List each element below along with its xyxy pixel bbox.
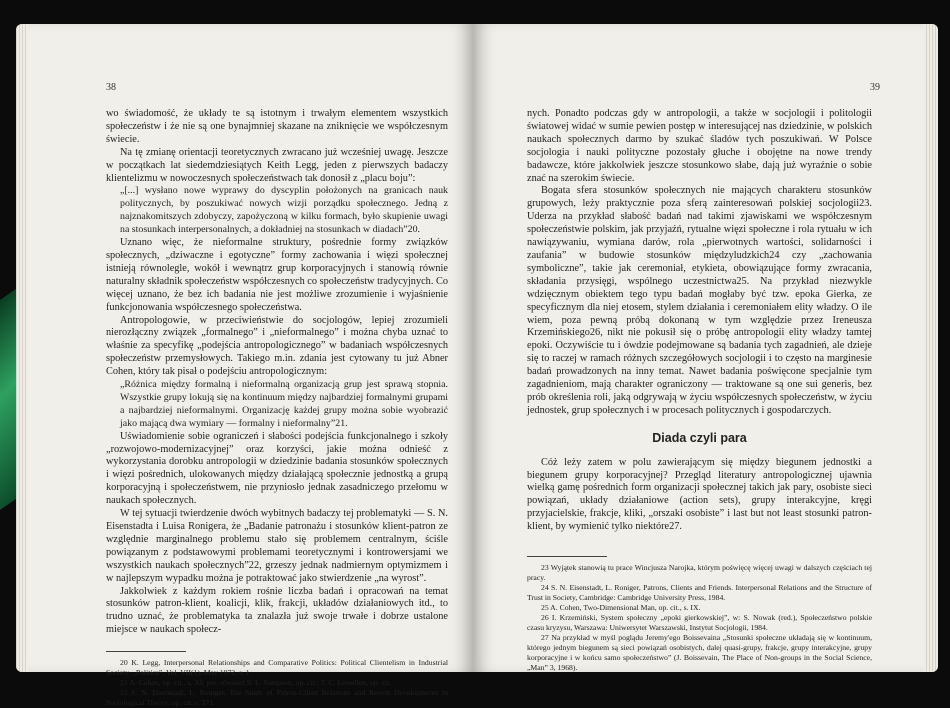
section-heading: Diada czyli para: [652, 430, 747, 445]
footnote: 24 S. N. Eisenstadt, L. Roniger, Patrons, Clients and Friends. Interpersonal Relations and the Structure of Trust in Society, Cambridge: Cambridge University Press, 1984.: [527, 583, 872, 603]
left-page-number: 38: [106, 82, 116, 93]
left-page: [16, 24, 473, 708]
paragraph: Na tę zmianę orientacji teoretycznych zwracano już wcześniej uwagę. Jeszcze w początkach lat siedemdziesiątych Keith Legg, jeden z pierwszych badaczy klientelizmu w nowoczesnych społeczeństwach tak donosił z „placu boju”:: [106, 146, 448, 184]
right-page-text: [527, 108, 872, 673]
paragraph: Antropologowie, w przeciwieństwie do socjologów, lepiej zrozumieli nierozłączny związek „formalnego” i „nieformalnego” i można chyba uznać to właśnie za specyfikę „podejścia antropologicznego” w badaniach współczesnych społeczeństw przemysłowych. Takiego m.in. zdania jest cytowany tu już Abner Cohen, który tak pisał o podejściu antropologicznym:: [106, 314, 448, 378]
footnote: 27 Na przykład w myśl poglądu Jeremy'ego Boissevaina „Stosunki społeczne układają się w kontinuum, którego jednym biegunem są sieci powiązań osobistych, dalej quasi-grupy, frakcje, grupy interakcyjne, grupy korporacyjne i w końcu samo społeczeństwo” (J. Boissevain, The Place of Non-groups in the Social Science, „Man” 3, 1968).: [527, 633, 872, 673]
left-page-text: [106, 108, 448, 708]
paragraph: wo świadomość, że układy te są istotnym i trwałym elementem wszystkich społeczeństw i że nie są one bynajmniej skazane na zniknięcie we współczesnym świecie.: [106, 108, 448, 145]
paragraph: nych. Ponadto podczas gdy w antropologii, a także w socjologii i politologii światowej widać w sumie pewien postęp w interesującej nas dziedzinie, w polskich naukach społecznych darmo by szukać śladów tych poszukiwań. W Polsce socjologia i nauki polityczne pozostały głuche i obojętne na nowe trendy badawcze, które jakkolwiek jeszcze stosunkowo słabe, dają już wyraźnie o sobie znać na szerokim świecie.: [527, 108, 872, 184]
footnote: 25 A. Cohen, Two-Dimensional Man, op. cit., s. IX.: [541, 603, 701, 613]
paragraph: Jakkolwiek z każdym rokiem rośnie liczba badań i opracowań na temat stosunków patron-klient, koalicji, klik, frakcji, układów działaniowych itd., to trudno uznać, że problematyka ta znalazła już swoje trwałe i dobrze ustalone miejsce w naukach społecz-: [106, 585, 448, 636]
paragraph: Uznano więc, że nieformalne struktury, pośrednie formy związków społecznych, „dziwaczne i egotyczne” formy zachowania i więzi społecznej istnieją równolegle, wokół i wewnątrz grup korporacyjnych i stanowią równie naturalny składnik społeczeństw współczesnych co społeczeństw tradycyjnych. Co więcej uznano, że bez ich badania nie jest możliwe zrozumienie i wyjaśnienie funkcjonowania współczesnego społeczeństwa.: [106, 237, 448, 313]
footnote: 26 I. Krzemiński, System społeczny „epoki gierkowskiej”, w: S. Nowak (red.), Społeczeństwo polskie czasu kryzysu, Warszawa: Uniwersytet Warszawski, Instytut Socjologii, 1984.: [527, 613, 872, 633]
page-edges-left: [16, 24, 28, 672]
footnote: 23 Wyjątek stanowią tu prace Wincjusza Narojka, którym poświęcę więcej uwagi w dalszych częściach tej pracy.: [527, 563, 872, 583]
paragraph: Cóż leży zatem w polu zawierającym się między biegunem jednostki a biegunem grupy korporacyjnej? Przegląd literatury antropologicznej ujawnia wielką gamę pośrednich form organizacji społecznej takich jak pary, osobiste sieci powiązań, układy działaniowe (action sets), grupy interakcyjne, kręgi przyjacielskie, frakcje, kliki, „orszaki osobiste” i last but not least stosunki patron-klient, by wymienić tylko niektóre27.: [527, 456, 872, 533]
paragraph: Bogata sfera stosunków społecznych nie mających charakteru stosunków grupowych, leży praktycznie poza sferą zainteresowań polskiej socjologii23. Uderza na przykład słabość badań nad takimi zjawiskami we współczesnym społeczeństwie polskim, jak przyjaźń, rytualne więzi społeczne i rola rytuału w ich nawiązywaniu, wymiana darów, rola „pierwotnych wartości, solidarności i zaufania” w budowie stosunków międzyludzkich24 czy „zachowania symboliczne”, takie jak ceremoniał, etykieta, obowiązujące formy zwracania, składania przysięgi, wspólnego uczestnictwa25. Na przykład niezwykle wdzięcznym obiektem tego typu badań mogłaby być tzw. epoka Gierka, ze specyficznym dla niej etosem, stylem działania i ceremoniałem elity władzy. O ile wiem, poza pewną próbą dokonaną w tym względzie przez Ireneusza Krzemińskiego26, nikt nie pokusił się o próbę antropologii elity władzy tamtej epoki. Oczywiście tu i ówdzie podejmowane są badania tych zagadnień, ale dzieje się to raczej w ramach różnych szczegółowych socjologii i to często na marginesie badań prowadzonych na inny temat. Nawet badania poświęcone specjalnie tym zagadnieniom, mają charakter ograniczony — traktowane są one sui generis, bez prób określenia roli, jaką odgrywają w życiu współczesnych społeczeństw, w życiu jednostek, grup społecznych i w procesach politycznych i gospodarczych.: [527, 185, 872, 416]
open-book: [16, 24, 938, 708]
block-quote: „Różnica między formalną i nieformalną organizacją grup jest sprawą stopnia. Wszystkie grupy lokują się na kontinuum między najbardziej formalnymi grupami a najbardziej nieformalnymi. Organizację każdej grupy można sobie wyobrazić jako mającą dwa wymiary — formalny i nieformalny”21.: [120, 379, 448, 429]
footnote: 22 S. N. Eisenstadt, L. Roniger, The Study of Patron-Client Relations and Recent Developments in Sociological Theory, op. cit. s. 271.: [106, 688, 448, 708]
paragraph: W tej sytuacji twierdzenie dwóch wybitnych badaczy tej problematyki — S. N. Eisenstadta i Luisa Ronigera, że „Badanie patronażu i stosunków klient-patron ze względnie marginalnego problemu stało się problemem centralnym, ściśle powiązanym z podstawowymi problemami teoretycznymi i kontrowersjami we wszystkich naukach społecznych”22, grzeszy jednak nadmiernym optymizmem i w najlepszym wypadku można je potraktować jako stwierdzenie „na wyrost”.: [106, 508, 448, 584]
block-quote: „[...] wysłano nowe wyprawy do dyscyplin położonych na granicach nauk politycznych, by poszukiwać nowych wizji porządku społecznego. Jedną z najznakomitszych zdobyczy, zapożyczoną w kilku formach, było skupienie uwagi na stosunkach interpersonalnych, a dokładniej na stosunkach w diadach”20.: [120, 185, 448, 236]
right-page-number: 39: [870, 82, 880, 93]
right-page: [473, 24, 938, 672]
footnote: 20 K. Legg, Interpersonal Relationships and Comparative Politics: Political Clientelism in Industrial Society, „Politics”, Vol. VII(1), May 1972, s. 1.: [106, 658, 448, 678]
footnote: 21 A. Cohen, op. cit., s. XI; por. również S. L. Sampson, op. cit.; T. C. Lewellen, op. cit.: [120, 678, 392, 688]
page-edges-right: [924, 24, 938, 672]
footnote-divider: [527, 556, 607, 557]
footnote-divider: [106, 651, 186, 652]
paragraph: Uświadomienie sobie ograniczeń i słabości podejścia funkcjonalnego i szkoły „rozwojowo-modernizacyjnej” oraz korzyści, jakie można odnieść z wykorzystania dorobku antropologii w dziedzinie badania stosunków społecznych i więzi pośrednich, ulokowanych między działającą społecznie jednostką a grupą korporacyjną i społeczeństwem, nie przyniosło jednak zasadniczego przełomu w naukach społecznych.: [106, 430, 448, 507]
